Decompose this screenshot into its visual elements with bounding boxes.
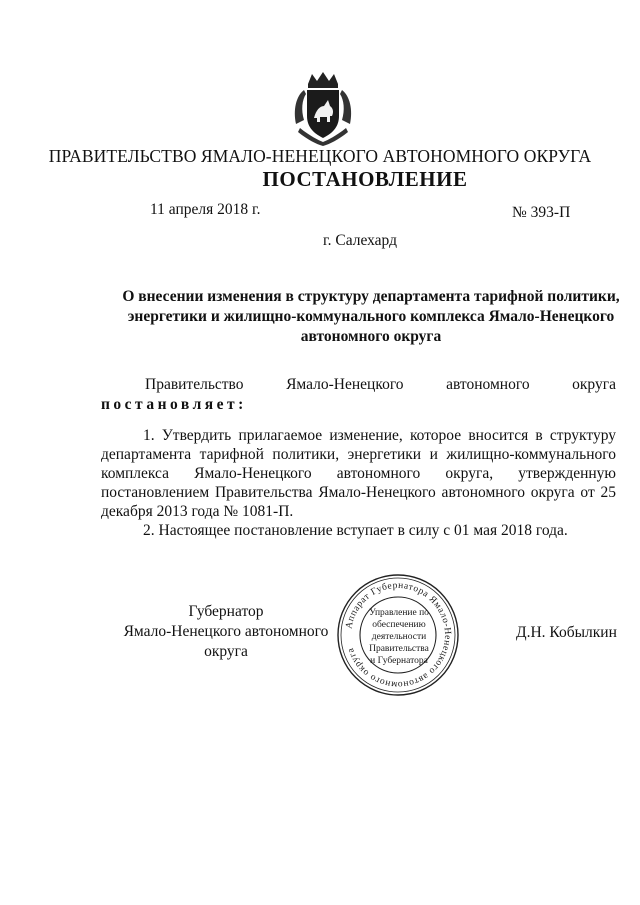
subject-line: автономного округа bbox=[300, 328, 442, 345]
body-paragraph: 1. Утвердить прилагаемое изменение, которое вносится в структуру департамента тарифной политики, энергетики и жилищно-коммунального комплекса Ямало-Ненецкого автономного округа, утвержденную постановлением Правительства Ямало-Ненецкого автономного округа от 25 декабря 2013 года № 1081-П. bbox=[101, 427, 616, 520]
seal-center-line: обеспечению bbox=[372, 620, 426, 630]
government-title: ПРАВИТЕЛЬСТВО ЯМАЛО-НЕНЕЦКОГО АВТОНОМНОГО ОКРУГА bbox=[48, 146, 592, 166]
seal-center-line: деятельности bbox=[371, 632, 427, 642]
preamble bbox=[101, 375, 616, 415]
signer-name: Д.Н. Кобылкин bbox=[516, 624, 617, 641]
document-subject bbox=[100, 287, 640, 347]
seal-center-line: Правительства bbox=[369, 644, 429, 654]
document-type-title: ПОСТАНОВЛЕНИЕ bbox=[262, 167, 468, 191]
seal-center-text bbox=[361, 607, 437, 667]
seal-center-line: Управление по bbox=[369, 608, 429, 618]
decree-word: постановляет: bbox=[101, 396, 247, 413]
preamble-word: Ямало-Ненецкого bbox=[286, 376, 404, 393]
document-city: г. Салехард bbox=[323, 232, 397, 249]
subject-line: энергетики и жилищно-коммунального комплекса Ямало-Ненецкого bbox=[127, 308, 615, 325]
seal-ring-text: Аппарат Губернатора Ямало-Ненецкого автономного округа bbox=[344, 580, 453, 690]
preamble-word: округа bbox=[572, 376, 616, 393]
preamble-line bbox=[101, 375, 616, 395]
document-body bbox=[101, 426, 616, 540]
signer-position-line: Губернатор bbox=[188, 603, 264, 620]
subject-line: О внесении изменения в структуру департамента тарифной политики, bbox=[122, 288, 620, 305]
preamble-word: Правительство bbox=[145, 376, 244, 393]
seal-center-line: и Губернатора bbox=[370, 656, 428, 666]
document-number: № 393-П bbox=[512, 204, 571, 221]
signer-position bbox=[101, 602, 351, 662]
preamble-word: автономного bbox=[446, 376, 530, 393]
document-date: 11 апреля 2018 г. bbox=[150, 201, 261, 218]
coat-of-arms-icon bbox=[290, 70, 356, 148]
signer-position-line: Ямало-Ненецкого автономного округа bbox=[123, 623, 329, 660]
body-paragraph: 2. Настоящее постановление вступает в силу с 01 мая 2018 года. bbox=[143, 522, 568, 539]
coat-of-arms-emblem bbox=[290, 70, 356, 148]
